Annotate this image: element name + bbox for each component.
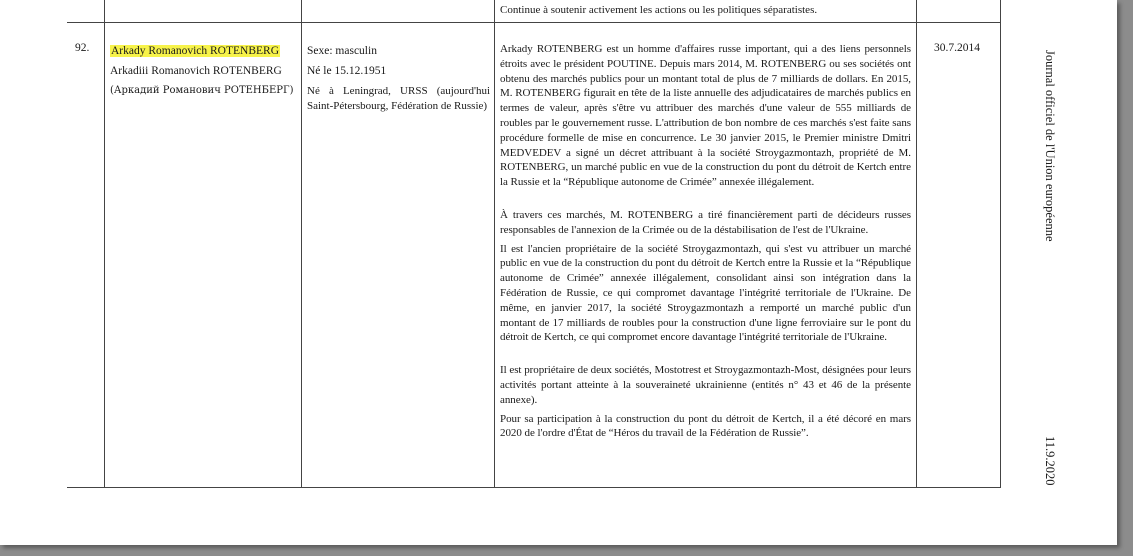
date-of-listing: 30.7.2014	[934, 42, 980, 54]
reason-paragraph-1: Arkady ROTENBERG est un homme d'affaires russe important, qui a des liens personnels étroits avec le président POUTINE. Depuis mars 2014, M. ROTENBERG ou ses sociétés ont obtenu des marchés publics pour un montant total de plus de 7 milliards de dollars. En 2015, M. ROTENBERG figurait en tête de la liste annuelle des adjudicataires de marchés publics en termes de valeur, après s'être vu attribuer des marchés d'une valeur de 555 milliards de roubles par le gouvernement russe. L'attribution de bon nombre de ces marchés s'est faite sans procédure formelle de mise en concurrence. Le 30 janvier 2015, le Premier ministre Dmitri MEDVEDEV a signé un décret attribuant à la société Stroygazmontazh, propriété de M. ROTENBERG, un marché public en vue de la construction du pont du détroit de Kertch entre la Russie et la “République autonome de Crimée” annexée illégalement.	[500, 43, 911, 189]
name-primary	[110, 41, 298, 61]
reasons-cell	[500, 42, 911, 441]
reason-paragraph-2: À travers ces marchés, M. ROTENBERG a tiré financièrement parti de décideurs russes responsables de l'annexion de la Crimée ou de la déstabilisation de l'est de l'Ukraine.	[500, 208, 911, 236]
reason-paragraph-4: Il est propriétaire de deux sociétés, Mostotrest et Stroygazmontazh-Most, désignées pour leurs activités portant atteinte à la souveraineté ukrainienne (entités n° 43 et 46 de la présente annexe).	[500, 364, 911, 406]
name-cyrillic: (Аркадий Романович РОТЕНБЕРГ)	[110, 85, 294, 96]
sex-field: Sexe: masculin	[307, 45, 377, 57]
identifying-info-cell	[307, 41, 490, 113]
journal-title: Journal officiel de l'Union européenne	[1043, 50, 1057, 242]
entry-number: 92.	[75, 42, 90, 54]
name-alternative: Arkadiii Romanovich ROTENBERG	[110, 65, 282, 77]
reason-paragraph-3: Il est l'ancien propriétaire de la société Stroygazmontazh, qui s'est vu attribuer un marché public en vue de la construction du pont du détroit de Kertch entre la Russie et la “République autonome de Crimée” annexée illégalement, consolidant ainsi son intégration dans la Fédération de Russie, ce qui compromet davantage l'intégrité territoriale de l'Ukraine. De même, en janvier 2017, la société Stroygazmontazh a remporté un marché public d'un montant de 17 milliards de roubles pour la construction d'une ligne ferroviaire sur le pont du détroit de Kertch, ce qui compromet encore davantage l'intégrité territoriale de l'Ukraine.	[500, 242, 911, 344]
column-divider-4	[916, 0, 917, 488]
column-divider-2	[301, 0, 302, 488]
birth-place-field: Né à Leningrad, URSS (aujourd'hui Saint-Pétersbourg, Fédération de Russie)	[307, 85, 490, 112]
reason-paragraph-5: Pour sa participation à la construction du pont du détroit de Kertch, il a été décoré en mars 2020 de l'ordre d'État de “Héros du travail de la Fédération de Russie”.	[500, 412, 911, 440]
previous-row-reason: Continue à soutenir activement les actions ou les politiques séparatistes.	[500, 4, 818, 16]
names-cell	[110, 41, 298, 101]
row-divider-top	[67, 22, 1001, 23]
column-divider-1	[104, 0, 105, 488]
highlighted-name: Arkady Romanovich ROTENBERG	[111, 45, 280, 57]
row-divider-bottom	[67, 487, 1001, 488]
birth-date-field: Né le 15.12.1951	[307, 65, 387, 77]
column-divider-5	[1000, 0, 1001, 488]
journal-date: 11.9.2020	[1043, 436, 1057, 486]
column-divider-3	[494, 0, 495, 488]
